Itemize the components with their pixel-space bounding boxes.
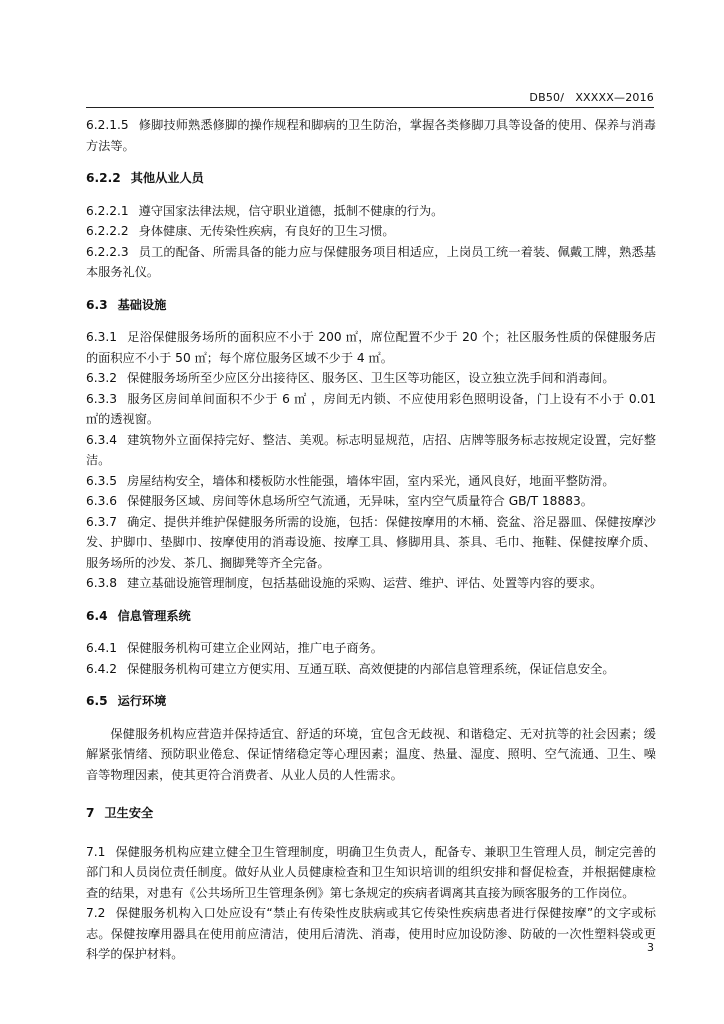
clause-6-3-3: 6.3.3 服务区房间单间面积不少于 6 ㎡ ，房间无内锁、不应使用彩色照明设备，门上设有不小于 0.01 ㎡的透视窗。	[86, 391, 656, 426]
clause-6-2-2-1: 6.2.2.1 遵守国家法律法规，信守职业道德，抵制不健康的行为。	[86, 203, 444, 218]
clause-6-3-4: 6.3.4 建筑物外立面保持完好、整洁、美观。标志明显规范，店招、店牌等服务标志按规定设置，完好整洁。	[86, 432, 656, 467]
paragraph-operating-environment: 保健服务机构应营造并保持适宜、舒适的环境，宜包含无歧视、和谐稳定、无对抗等的社会因素；缓解紧张情绪、预防职业倦怠、保证情绪稳定等心理因素；温度、热量、湿度、照明、空气流通、卫生、噪音等物理因素，使其更符合消费者、从业人员的人性需求。	[86, 726, 656, 782]
page-number: 3	[647, 941, 654, 954]
section-heading-6-3: 6.3 基础设施	[86, 297, 167, 312]
clause-6-3-6: 6.3.6 保健服务区域、房间等休息场所空气流通，无异味，室内空气质量符合 GB/T 18883。	[86, 494, 593, 508]
clause-6-2-1-5: 6.2.1.5 修脚技师熟悉修脚的操作规程和脚病的卫生防治，掌握各类修脚刀具等设备的使用、保养与消毒方法等。	[86, 118, 656, 153]
section-heading-6-5: 6.5 运行环境	[86, 694, 167, 708]
clause-6-3-2: 6.3.2 保健服务场所至少应区分出接待区、服务区、卫生区等功能区，设立独立洗手间和消毒间。	[86, 371, 615, 385]
clause-7-1: 7.1 保健服务机构应建立健全卫生管理制度，明确卫生负责人，配备专、兼职卫生管理人员，制定完善的部门和人员岗位责任制度。做好从业人员健康检查和卫生知识培训的组织安排和督促检查，并根据健康检查的结果，对患有《公共场所卫生管理条例》第七条规定的疾病者调离其直接为顾客服务的工作岗位。	[86, 844, 656, 900]
standard-code: DB50/ XXXXX—2016	[529, 91, 654, 104]
section-heading-6-2-2: 6.2.2 其他从业人员	[86, 171, 204, 185]
clause-6-2-2-2: 6.2.2.2 身体健康、无传染性疾病，有良好的卫生习惯。	[86, 224, 395, 238]
header-rule	[86, 107, 654, 108]
clause-6-4-1: 6.4.1 保健服务机构可建立企业网站，推广电子商务。	[86, 641, 383, 655]
clause-6-2-2-3: 6.2.2.3 员工的配备、所需具备的能力应与保健服务项目相适应，上岗员工统一着装、佩戴工牌，熟悉基本服务礼仪。	[86, 244, 656, 279]
clause-6-3-1: 6.3.1 足浴保健服务场所的面积应不小于 200 ㎡，席位配置不少于 20 个；社区服务性质的保健服务店的面积应不小于 50 ㎡；每个席位服务区域不少于 4 ㎡。	[86, 330, 656, 365]
clause-6-3-5: 6.3.5 房屋结构安全，墙体和楼板防水性能强，墙体牢固，室内采光，通风良好，地面平整防滑。	[86, 473, 615, 488]
section-heading-6-4: 6.4 信息管理系统	[86, 608, 191, 623]
clause-6-4-2: 6.4.2 保健服务机构可建立方便实用、互通互联、高效便捷的内部信息管理系统，保证信息安全。	[86, 661, 615, 676]
document-body	[86, 115, 656, 965]
clause-6-3-7: 6.3.7 确定、提供并维护保健服务所需的设施，包括：保健按摩用的木桶、瓷盆、浴足器皿、保健按摩沙发、护脚巾、垫脚巾、按摩使用的消毒设施、按摩工具、修脚用具、茶具、毛巾、拖鞋、保健按摩介质、服务场所的沙发、茶几、搁脚凳等齐全完备。	[86, 514, 656, 570]
chapter-heading-7: 7 卫生安全	[86, 806, 154, 820]
clause-6-3-8: 6.3.8 建立基础设施管理制度，包括基础设施的采购、运营、维护、评估、处置等内容的要求。	[86, 576, 603, 590]
clause-7-2: 7.2 保健服务机构入口处应设有“禁止有传染性皮肤病或其它传染性疾病患者进行保健按摩”的文字或标志。保健按摩用器具在使用前应清洁，使用后清洗、消毒，使用时应加设防渗、防破的一次性塑料袋或更科学的保护材料。	[86, 906, 656, 961]
